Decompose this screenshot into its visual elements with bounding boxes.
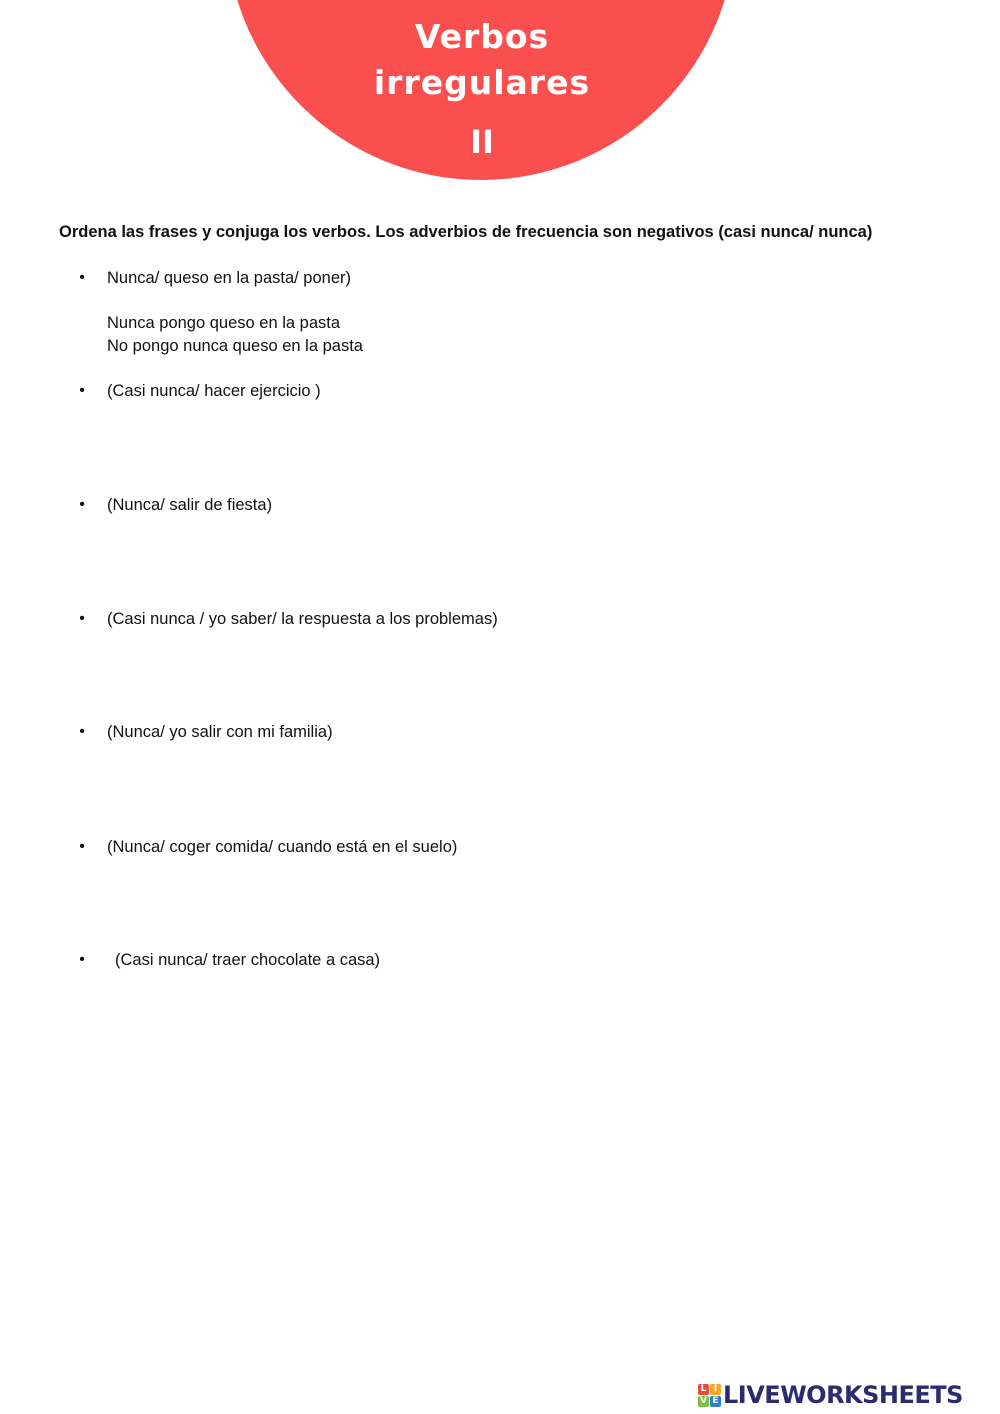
bullet-icon: • xyxy=(79,951,85,968)
exercise-prompt: (Nunca/ coger comida/ cuando está en el suelo) xyxy=(107,838,458,856)
exercise-prompt: (Casi nunca/ traer chocolate a casa) xyxy=(115,951,381,969)
logo-badge-letter: V xyxy=(698,1396,709,1407)
page-title-number: II xyxy=(470,123,494,161)
bullet-icon: • xyxy=(79,496,85,513)
bullet-icon: • xyxy=(79,723,85,740)
exercise-prompt: (Casi nunca/ hacer ejercicio ) xyxy=(107,382,321,400)
bullet-icon: • xyxy=(79,269,85,286)
logo-badge-letter: L xyxy=(698,1384,709,1395)
exercise-prompt: (Nunca/ salir de fiesta) xyxy=(107,496,273,514)
page-title: Verbos irregulares xyxy=(373,17,591,102)
exercise-prompt: Nunca/ queso en la pasta/ poner) xyxy=(107,269,351,287)
logo-text: LIVEWORKSHEETS xyxy=(723,1381,963,1409)
bullet-icon: • xyxy=(79,382,85,399)
liveworksheets-logo xyxy=(698,1380,963,1410)
example-answers xyxy=(107,312,363,357)
exercise-prompt: (Casi nunca / yo saber/ la respuesta a los problemas) xyxy=(107,610,498,628)
bullet-icon: • xyxy=(79,838,85,855)
logo-badge-letter: E xyxy=(710,1396,721,1407)
answer-line-2: No pongo nunca queso en la pasta xyxy=(107,336,363,355)
logo-badge-letter: I xyxy=(710,1384,721,1395)
logo-badge-icon xyxy=(698,1384,721,1407)
exercise-prompt: (Nunca/ yo salir con mi familia) xyxy=(107,723,333,741)
instruction-text: Ordena las frases y conjuga los verbos. Los adverbios de frecuencia son negativos (casi nunca/ nunca) xyxy=(59,223,873,241)
bullet-icon: • xyxy=(79,610,85,627)
answer-line-1: Nunca pongo queso en la pasta xyxy=(107,314,341,332)
